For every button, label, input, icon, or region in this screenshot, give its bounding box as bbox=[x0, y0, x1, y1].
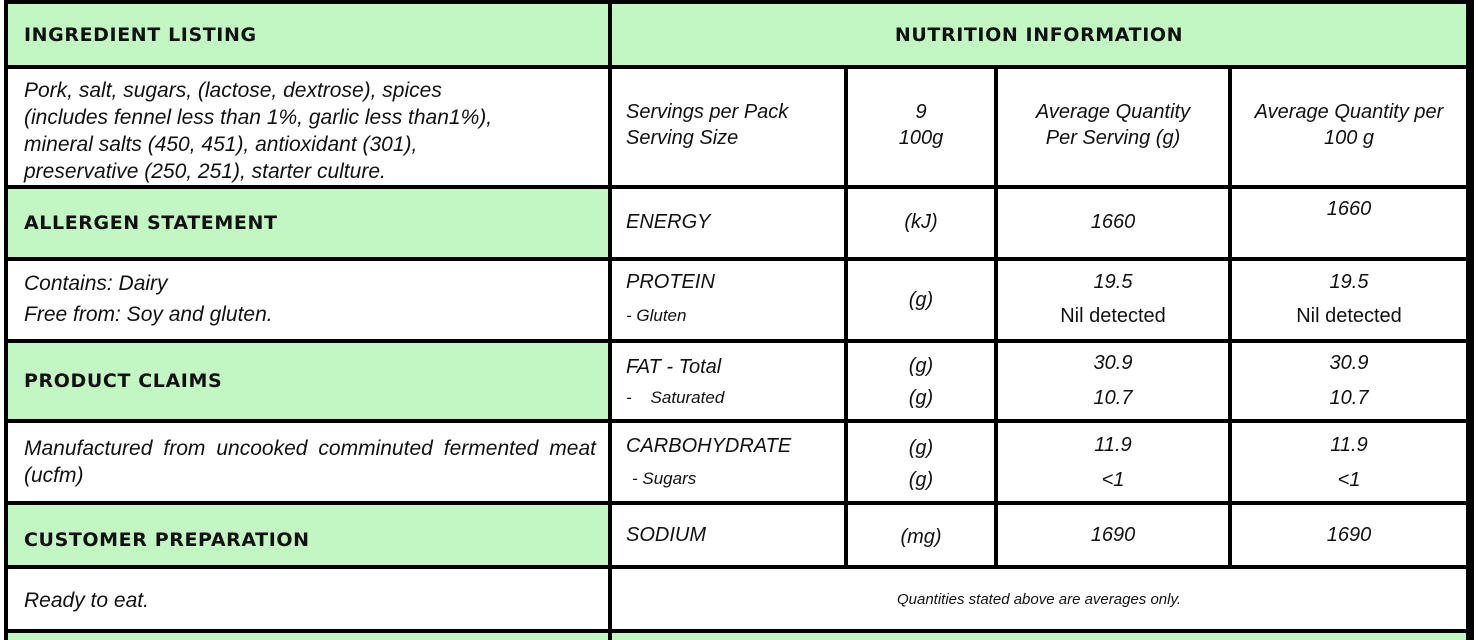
product-claims-header: PRODUCT CLAIMS bbox=[8, 343, 608, 419]
per-100g-column-header bbox=[1232, 69, 1466, 185]
saturated-fat-label: - Saturated bbox=[626, 388, 725, 407]
protein-per-100g: 19.5 bbox=[1329, 271, 1369, 293]
energy-label-cell bbox=[612, 189, 844, 257]
allergen-text bbox=[8, 261, 608, 339]
sodium-per-serving: 1690 bbox=[1090, 524, 1136, 546]
sugars-per-serving: <1 bbox=[1101, 469, 1125, 491]
energy-per-serving: 1660 bbox=[1090, 211, 1136, 233]
per-serving-header-line: Average Quantity bbox=[1035, 101, 1191, 123]
carbohydrate-unit: (g) bbox=[908, 437, 934, 459]
per-100g-header-line: Average Quantity per bbox=[1254, 101, 1444, 123]
next-section-header-strip bbox=[612, 633, 1466, 640]
energy-per-100g-cell bbox=[1232, 189, 1466, 257]
sodium-label-cell bbox=[612, 505, 844, 565]
servings-per-pack-value: 9 bbox=[915, 101, 927, 123]
allergen-statement-header: ALLERGEN STATEMENT bbox=[8, 189, 608, 257]
ingredient-listing-header: INGREDIENT LISTING bbox=[8, 4, 608, 65]
protein-per-serving-cell bbox=[998, 261, 1228, 339]
protein-label: PROTEIN bbox=[626, 271, 715, 293]
gluten-per-100g: Nil detected bbox=[1296, 305, 1402, 327]
customer-preparation-text bbox=[8, 569, 608, 629]
serving-size-label: Serving Size bbox=[626, 127, 739, 149]
carbohydrate-unit-cell bbox=[848, 423, 994, 501]
gluten-per-serving: Nil detected bbox=[1060, 305, 1166, 327]
customer-preparation-header: CUSTOMER PREPARATION bbox=[8, 505, 608, 565]
per-serving-header-line: Per Serving (g) bbox=[1045, 127, 1181, 149]
fat-total-per-100g: 30.9 bbox=[1329, 352, 1369, 374]
sodium-per-100g-cell bbox=[1232, 505, 1466, 565]
fat-total-unit: (g) bbox=[908, 355, 934, 377]
ingredient-list bbox=[8, 69, 608, 185]
carbohydrate-per-100g-cell bbox=[1232, 423, 1466, 501]
protein-label-cell bbox=[612, 261, 844, 339]
protein-unit-cell bbox=[848, 261, 994, 339]
energy-per-serving-cell bbox=[998, 189, 1228, 257]
energy-per-100g: 1660 bbox=[1326, 198, 1372, 220]
saturated-fat-unit: (g) bbox=[908, 387, 934, 409]
ingredient-line: mineral salts (450, 451), antioxidant (301), bbox=[24, 133, 418, 156]
saturated-fat-per-100g: 10.7 bbox=[1329, 387, 1369, 409]
energy-unit-cell bbox=[848, 189, 994, 257]
nutrition-information-header: NUTRITION INFORMATION bbox=[612, 4, 1466, 65]
carbohydrate-per-100g: 11.9 bbox=[1330, 434, 1368, 456]
preparation-text: Ready to eat. bbox=[24, 589, 149, 612]
sugars-unit: (g) bbox=[908, 469, 934, 491]
servings-label-cell bbox=[612, 69, 844, 185]
fat-per-100g-cell bbox=[1232, 343, 1466, 419]
fat-unit-cell bbox=[848, 343, 994, 419]
fat-total-label: FAT - Total bbox=[626, 356, 722, 378]
allergen-free-from: Free from: Soy and gluten. bbox=[24, 303, 273, 326]
ingredient-line: preservative (250, 251), starter culture. bbox=[24, 160, 386, 183]
protein-per-serving: 19.5 bbox=[1093, 271, 1133, 293]
servings-per-pack-label: Servings per Pack bbox=[626, 101, 789, 123]
fat-label-cell bbox=[612, 343, 844, 419]
sodium-per-100g: 1690 bbox=[1326, 524, 1372, 546]
product-claims-text: Manufactured from uncooked comminuted fermented meat (ucfm) bbox=[8, 423, 608, 501]
protein-unit: (g) bbox=[908, 289, 934, 311]
fat-total-per-serving: 30.9 bbox=[1093, 352, 1133, 374]
sodium-unit: (mg) bbox=[900, 526, 942, 548]
energy-label: ENERGY bbox=[626, 211, 711, 233]
ingredient-line: Pork, salt, sugars, (lactose, dextrose), spices bbox=[24, 79, 442, 102]
sodium-label: SODIUM bbox=[626, 524, 706, 546]
ingredient-line: (includes fennel less than 1%, garlic less than1%), bbox=[24, 106, 493, 129]
protein-per-100g-cell bbox=[1232, 261, 1466, 339]
carbohydrate-label-cell bbox=[612, 423, 844, 501]
sodium-per-serving-cell bbox=[998, 505, 1228, 565]
gluten-label: - Gluten bbox=[626, 306, 687, 325]
carbohydrate-per-serving: 11.9 bbox=[1094, 434, 1132, 456]
next-section-header-strip bbox=[8, 633, 608, 640]
carbohydrate-label: CARBOHYDRATE bbox=[626, 435, 792, 457]
energy-unit: (kJ) bbox=[904, 211, 938, 233]
servings-value-cell bbox=[848, 69, 994, 185]
allergen-contains: Contains: Dairy bbox=[24, 272, 168, 295]
averages-footnote: Quantities stated above are averages only. bbox=[612, 569, 1466, 629]
sugars-label: - Sugars bbox=[632, 469, 697, 488]
per-100g-header-line: 100 g bbox=[1323, 127, 1375, 149]
sodium-unit-cell bbox=[848, 505, 994, 565]
product-spec-table bbox=[4, 0, 1474, 640]
saturated-fat-per-serving: 10.7 bbox=[1093, 387, 1133, 409]
sugars-per-100g: <1 bbox=[1337, 469, 1361, 491]
fat-per-serving-cell bbox=[998, 343, 1228, 419]
serving-size-value: 100g bbox=[898, 127, 944, 149]
carbohydrate-per-serving-cell bbox=[998, 423, 1228, 501]
per-serving-column-header bbox=[998, 69, 1228, 185]
